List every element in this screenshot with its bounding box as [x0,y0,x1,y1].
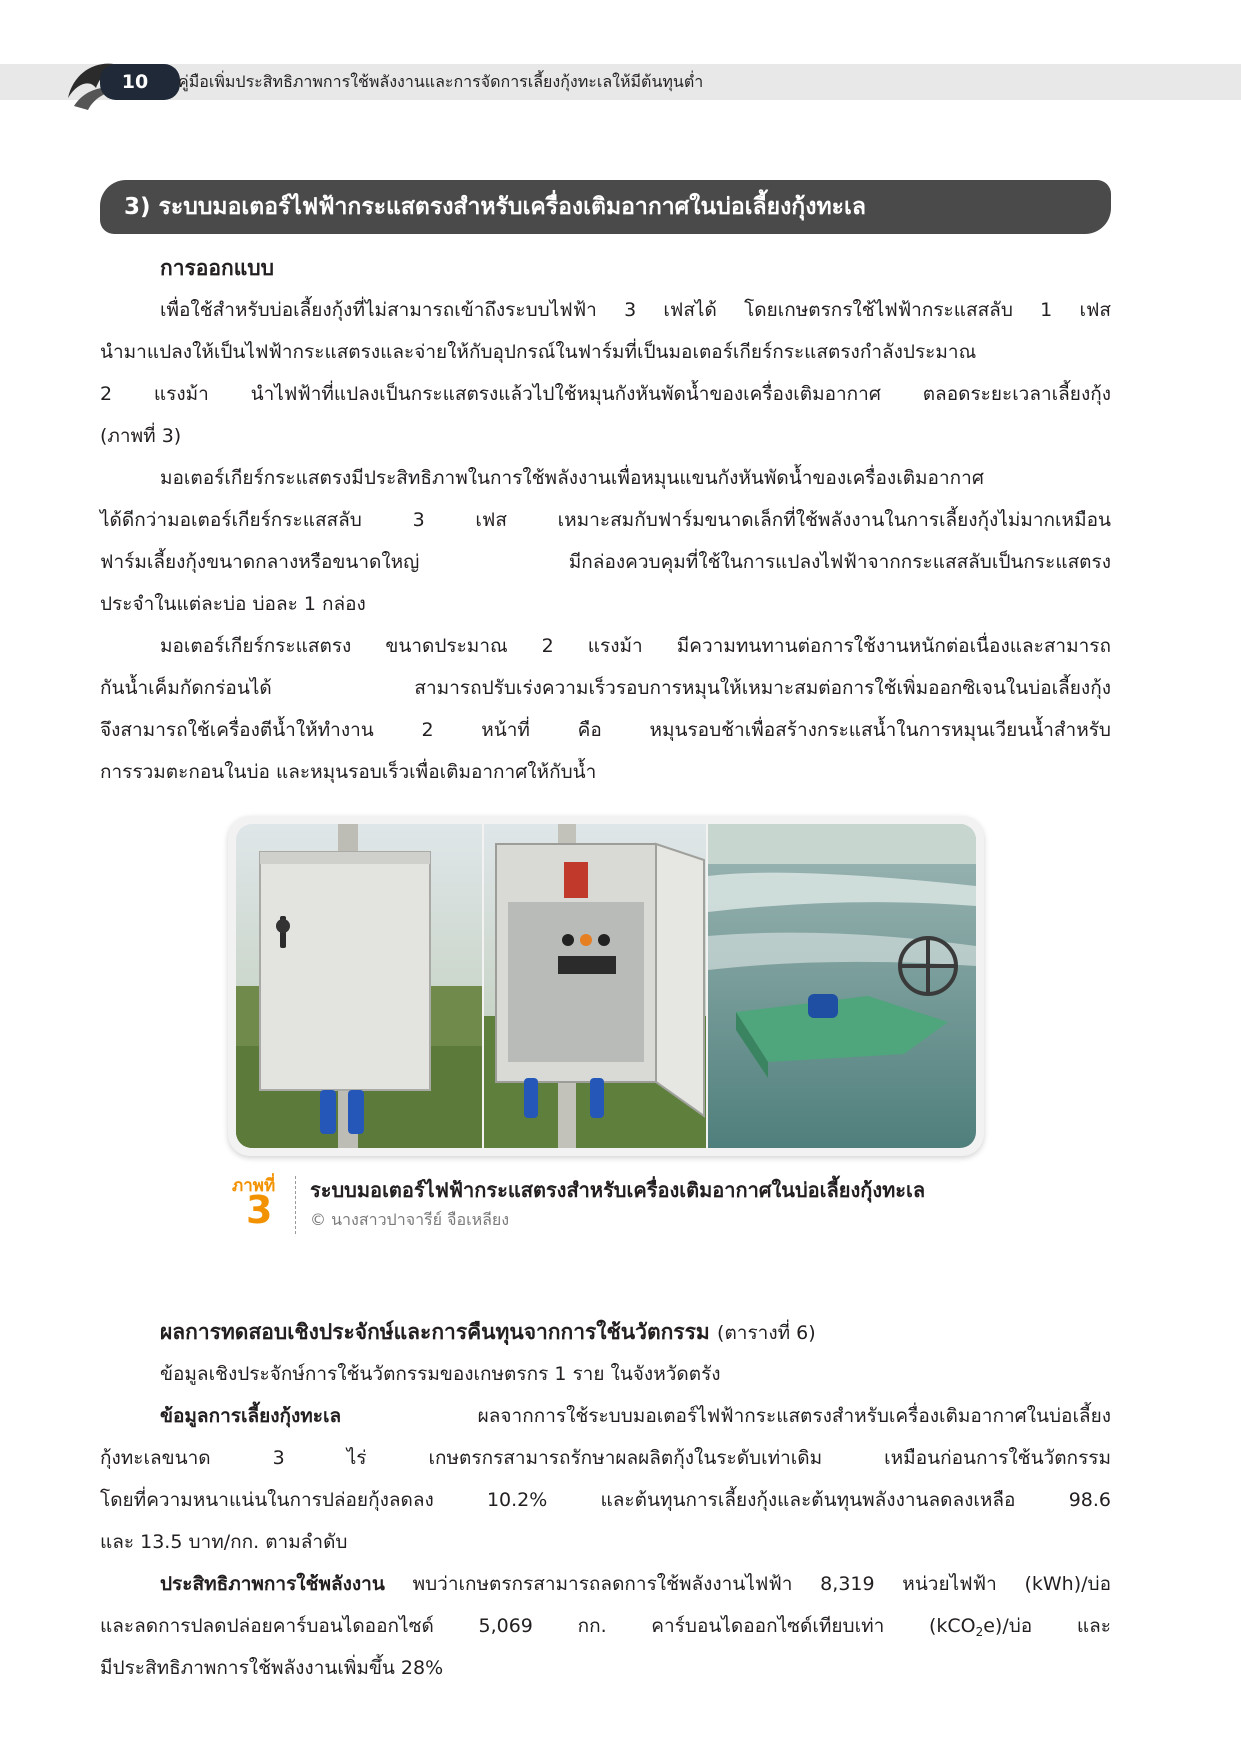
energy-text-2-post: e)/บ่อ และ [983,1615,1111,1637]
design-line-10: กันน้ำเค็มกัดกร่อนได้ สามารถปรับเร่งความเร็วรอบการหมุนให้เหมาะสมต่อการใช้เพิ่มออกซิเจนในบ่อเลี้ยงกุ้ง [100,677,1111,699]
design-line-6: ได้ดีกว่ามอเตอร์เกียร์กระแสสลับ 3 เฟส เหมาะสมกับฟาร์มขนาดเล็กที่ใช้พลังงานในการเลี้ยงกุ้งไม่มากเหมือน [100,509,1111,531]
photo-closed-control-box [236,824,482,1148]
energy-line-1 [160,1564,1111,1604]
running-title: คู่มือเพิ่มประสิทธิภาพการใช้พลังงานและการจัดการเลี้ยงกุ้งทะเลให้มีต้นทุนต่ำ [178,72,704,91]
figure-caption: ระบบมอเตอร์ไฟฟ้ากระแสตรงสำหรับเครื่องเติมอากาศในบ่อเลี้ยงกุ้งทะเล [310,1178,926,1202]
design-line-3: 2 แรงม้า นำไฟฟ้าที่แปลงเป็นกระแสตรงแล้วไปใช้หมุนกังหันพัดน้ำของเครื่องเติมอากาศ ตลอดระยะเวลาเลี้ยงกุ้ง [100,383,1111,405]
design-line-11: จึงสามารถใช้เครื่องตีน้ำให้ทำงาน 2 หน้าที่ คือ หมุนรอบช้าเพื่อสร้างกระแสน้ำในการหมุนเวียนน้ำสำหรับ [100,719,1111,741]
energy-label: ประสิทธิภาพการใช้พลังงาน [160,1573,385,1595]
design-line-5: มอเตอร์เกียร์กระแสตรงมีประสิทธิภาพในการใช้พลังงานเพื่อหมุนแขนกังหันพัดน้ำของเครื่องเติมอากาศ [160,467,984,489]
energy-text-1: พบว่าเกษตรกรสามารถลดการใช้พลังงานไฟฟ้า 8,319 หน่วยไฟฟ้า (kWh)/บ่อ [412,1573,1111,1595]
page-number: 10 [121,71,149,93]
energy-line-2 [100,1606,1111,1646]
figure-credit: © นางสาวปาจารีย์ จือเหลียง [310,1210,510,1229]
farming-text-1: ผลจากการใช้ระบบมอเตอร์ไฟฟ้ากระแสตรงสำหรับเครื่องเติมอากาศในบ่อเลี้ยง [477,1405,1111,1427]
design-line-2: นำมาแปลงให้เป็นไฟฟ้ากระแสตรงและจ่ายให้กับอุปกรณ์ในฟาร์มที่เป็นมอเตอร์เกียร์กระแสตรงกำลังประมาณ [100,341,977,363]
design-line-8: ประจำในแต่ละบ่อ บ่อละ 1 กล่อง [100,593,366,615]
farming-line-3: โดยที่ความหนาแน่นในการปล่อยกุ้งลดลง 10.2% และต้นทุนการเลี้ยงกุ้งและต้นทุนพลังงานลดลงเหลือ 98.6 [100,1489,1111,1511]
energy-text-2-pre: และลดการปลดปล่อยคาร์บอนไดออกไซด์ 5,069 กก. คาร์บอนไดออกไซด์เทียบเท่า (kCO [100,1615,976,1637]
design-line-12: การรวมตะกอนในบ่อ และหมุนรอบเร็วเพื่อเติมอากาศให้กับน้ำ [100,761,597,783]
results-intro: ข้อมูลเชิงประจักษ์การใช้นวัตกรรมของเกษตรกร 1 ราย ในจังหวัดตรัง [160,1363,721,1385]
figure-label: ภาพที่ [232,1176,276,1196]
results-heading [160,1316,816,1349]
photo-pond-aerator [708,824,976,1148]
results-heading-text: ผลการทดสอบเชิงประจักษ์และการคืนทุนจากการใช้นวัตกรรม [160,1320,710,1344]
design-line-1: เพื่อใช้สำหรับบ่อเลี้ยงกุ้งที่ไม่สามารถเข้าถึงระบบไฟฟ้า 3 เฟสได้ โดยเกษตรกรใช้ไฟฟ้ากระแสสลับ 1 เฟส [160,299,1111,321]
farming-label: ข้อมูลการเลี้ยงกุ้งทะเล [160,1405,342,1427]
farming-line-4: และ 13.5 บาท/กก. ตามลำดับ [100,1531,348,1553]
energy-line-3: มีประสิทธิภาพการใช้พลังงานเพิ่มขึ้น 28% [100,1657,444,1679]
farming-line-2: กุ้งทะเลขนาด 3 ไร่ เกษตรกรสามารถรักษาผลผลิตกุ้งในระดับเท่าเดิม เหมือนก่อนการใช้นวัตกรรม [100,1447,1111,1469]
energy-text-2-sub: 2 [975,1625,984,1639]
design-line-9: มอเตอร์เกียร์กระแสตรง ขนาดประมาณ 2 แรงม้า มีความทนทานต่อการใช้งานหนักต่อเนื่องและสามารถ [160,635,1111,657]
results-heading-note: (ตารางที่ 6) [717,1322,816,1344]
design-heading: การออกแบบ [160,256,274,280]
design-line-7: ฟาร์มเลี้ยงกุ้งขนาดกลางหรือขนาดใหญ่ มีกล่องควบคุมที่ใช้ในการแปลงไฟฟ้าจากกระแสสลับเป็นกระแสตรง [100,551,1111,573]
figure-divider [295,1176,296,1234]
figure-photo-frame [228,816,984,1156]
photo-open-control-box [484,824,706,1148]
figure-number: 3 [246,1188,273,1232]
section-title: 3) ระบบมอเตอร์ไฟฟ้ากระแสตรงสำหรับเครื่องเติมอากาศในบ่อเลี้ยงกุ้งทะเล [124,194,866,220]
figure-photo-collage [228,816,984,1156]
farming-line-1 [160,1396,1111,1436]
design-line-4: (ภาพที่ 3) [100,425,182,447]
